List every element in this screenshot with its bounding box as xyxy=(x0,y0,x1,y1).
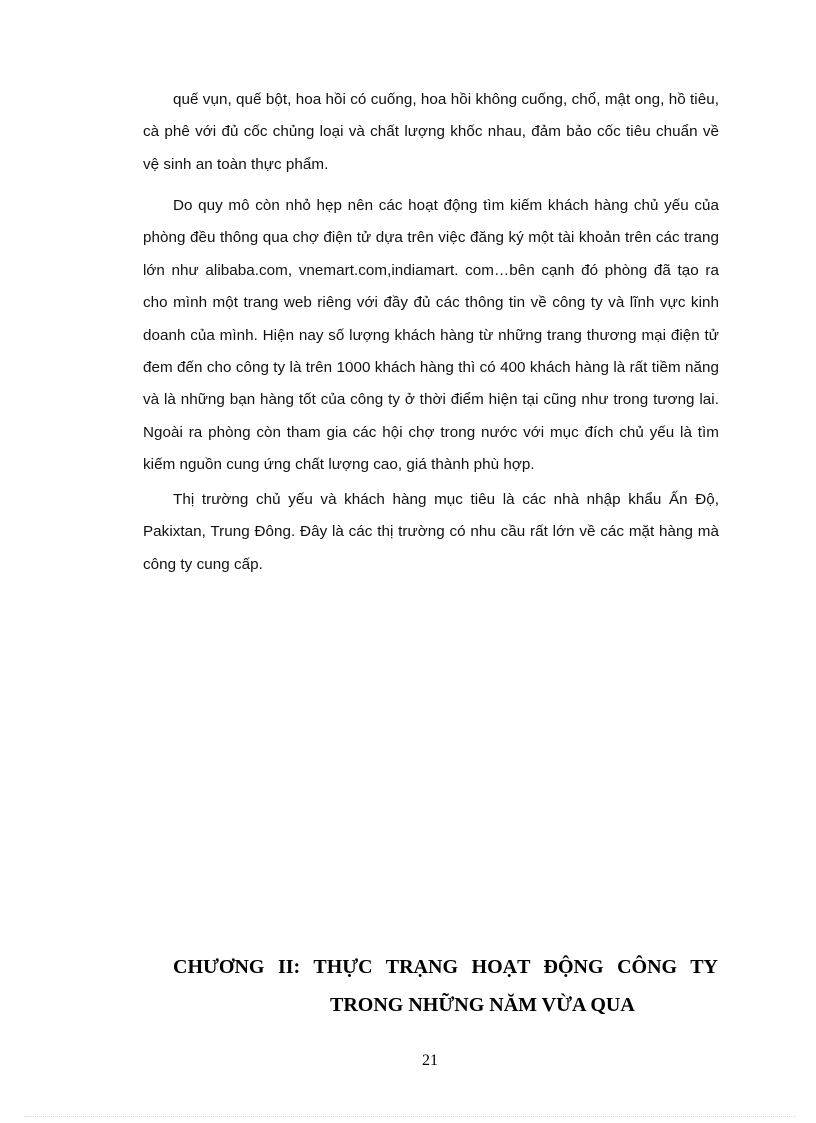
paragraph-1: quế vụn, quế bột, hoa hồi có cuống, hoa hồi không cuống, chổ, mật ong, hồ tiêu, cà phê với đủ cốc chủng loại và chất lượng khốc nhau, đảm bảo cốc tiêu chuẩn về vệ sinh an toàn thực phẩm. xyxy=(143,91,719,173)
chapter-heading-line-2: TRONG NHỮNG NĂM VỪA QUA xyxy=(330,994,635,1016)
page-bottom-divider xyxy=(24,1116,796,1117)
page-number: 21 xyxy=(422,1052,438,1069)
paragraph-2: Do quy mô còn nhỏ hẹp nên các hoạt động tìm kiếm khách hàng chủ yếu của phòng đều thông qua chợ điện tử dựa trên việc đăng ký một tài khoản trên các trang lớn như alibaba.com, vnemart.com,indiamart. com…bên cạnh đó phòng đã tạo ra cho mình một trang web riêng với đầy đủ các thông tin về công ty và lĩnh vực kinh doanh của mình. Hiện nay số lượng khách hàng từ những trang thương mại điện tử đem đến cho công ty là trên 1000 khách hàng thì có 400 khách hàng là rất tiềm năng và là những bạn hàng tốt của công ty ở thời điểm hiện tại cũng như trong tương lai. Ngoài ra phòng còn tham gia các hội chợ trong nước với mục đích chủ yếu là tìm kiếm nguồn cung ứng chất lượng cao, giá thành phù hợp. xyxy=(143,197,719,474)
paragraph-3: Thị trường chủ yếu và khách hàng mục tiêu là các nhà nhập khẩu Ấn Độ, Pakixtan, Trung Đông. Đây là các thị trường có nhu cầu rất lớn về các mặt hàng mà công ty cung cấp. xyxy=(143,491,719,573)
chapter-heading-line-1: CHƯƠNG II: THỰC TRẠNG HOẠT ĐỘNG CÔNG TY xyxy=(173,956,718,978)
